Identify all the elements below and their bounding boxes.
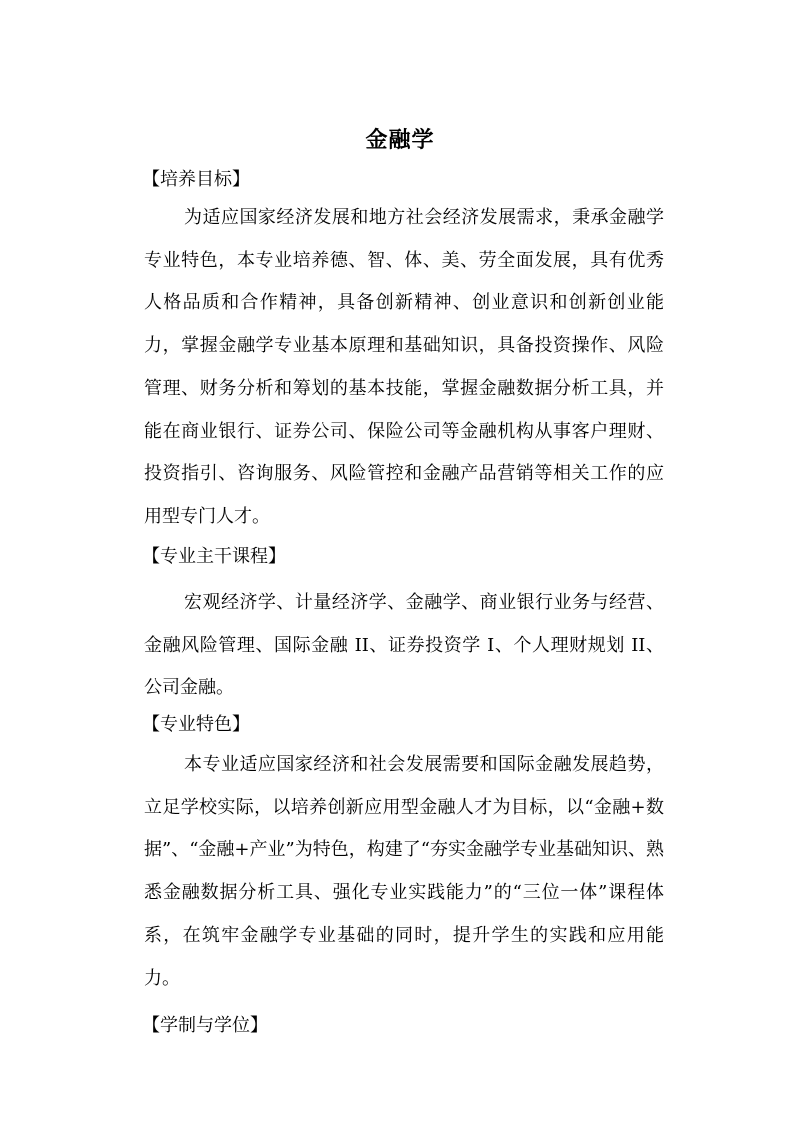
section-paragraph-core-courses: 宏观经济学、计量经济学、金融学、商业银行业务与经营、金融风险管理、国际金融 II、证券投资学 I、个人理财规划 II、公司金融。	[144, 592, 664, 699]
section-heading-core-courses: 【专业主干课程】	[142, 546, 286, 567]
section-heading-training-goals: 【培养目标】	[142, 169, 250, 190]
section-heading-program-features: 【专业特色】	[142, 714, 250, 735]
section-heading-duration-degree: 【学制与学位】	[142, 1015, 268, 1036]
section-paragraph-training-goals: 为适应国家经济发展和地方社会经济发展需求，秉承金融学专业特色，本专业培养德、智、体、美、劳全面发展，具有优秀人格品质和合作精神，具备创新精神、创业意识和创新创业能力，掌握金融学专业基本原理和基础知识，具备投资操作、风险管理、财务分析和筹划的基本技能，掌握金融数据分析工具，并能在商业银行、证券公司、保险公司等金融机构从事客户理财、投资指引、咨询服务、风险管控和金融产品营销等相关工作的应用型专门人才。	[144, 207, 664, 527]
page-title: 金融学	[365, 127, 435, 153]
section-paragraph-program-features: 本专业适应国家经济和社会发展需要和国际金融发展趋势，立足学校实际，以培养创新应用型金融人才为目标，以“金融+数据”、“金融+产业”为特色，构建了“夯实金融学专业基础知识、熟悉金融数据分析工具、强化专业实践能力”的“三位一体”课程体系，在筑牢金融学专业基础的同时，提升学生的实践和应用能力。	[144, 754, 664, 989]
